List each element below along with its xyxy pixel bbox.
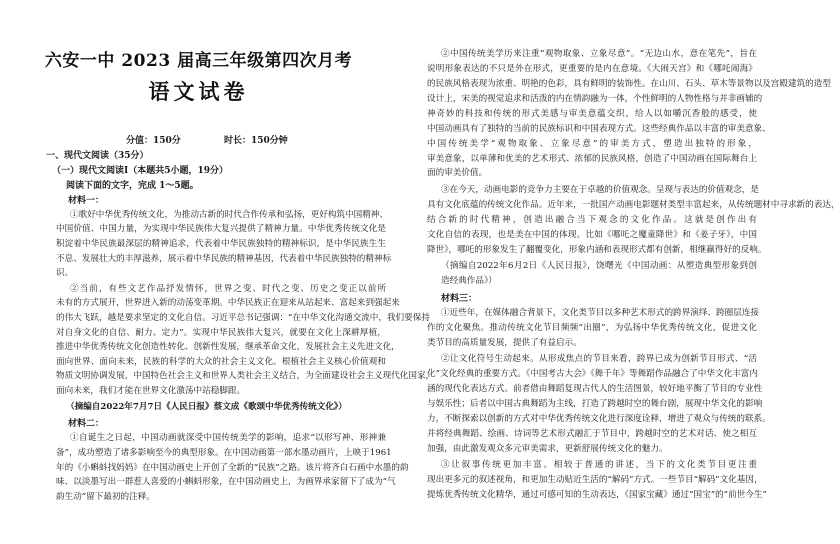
para-line: 作的文化聚焦。推动传统文化节目频频“出圈”，为弘扬中华优秀传统文化，促进文化 <box>427 323 757 333</box>
para-line: 备”，成功塑造了诸多影响至今的典型形象。在中国动画第一部水墨动画片，上映于1961 <box>56 448 392 458</box>
para-line: 具有文化底蕴的传统文化作品。近年来，一批国产动画电影题材类型丰富起来，从传统题材中寻求新的表达， <box>427 200 840 210</box>
score-label: 分值：150分 <box>126 136 181 146</box>
para-line: ②中国传统美学历来注重“观物取象、立象尽意”。“无边山水，意在笔先”，旨在 <box>441 49 757 59</box>
para-line: 面向世界、面向未来，民族的科学的大众的社会主义文化。根植社会主义核心价值观和 <box>56 357 386 367</box>
para-line: 化”文化经典的重要方式。《中国考古大会》《舞千年》等舞蹈作品融合了中华文化丰富内 <box>427 369 758 379</box>
para-line: 设计上，宋美的视觉追求和活泼的内在情韵融为一体，个性鲜明的人物性格与并非画辅的 <box>427 94 763 104</box>
para-line: ③让叙事传统更加丰富。相较于普通的讲述，当下的文化类节目更注重 <box>441 460 757 470</box>
para-line: 审美意象，以单薄和优美的艺术形式、浓郁的民族风格，创造了中国动画在国际舞台上 <box>427 154 757 164</box>
time-label: 时长：150分钟 <box>224 136 288 146</box>
para-line: 识。 <box>56 268 74 278</box>
citation-2-cont: 造经典作品》） <box>441 276 497 286</box>
para-line: 说明形象表达的不只是外在形式，更重要的是内在意境。《大闹天宫》和《哪吒闹海》 <box>427 64 757 74</box>
para-line: 涵的现代化表达方式。前者借由舞蹈复现古代人的生活图景，较好地平衡了节目的专业性 <box>427 384 763 394</box>
para-line: ③在今天，动画电影的竞争力主要在于卓越的价值观念。呈现与表达的价值观念，是 <box>441 185 759 195</box>
para-line: 加强，由此激发观众多元审美需求，更新舒展传统文化的魅力。 <box>427 444 668 454</box>
exam-subtitle: 语文试卷 <box>148 79 249 104</box>
para-line: 面的审美价值。 <box>427 168 488 178</box>
material-3-label: 材料三： <box>441 294 478 304</box>
exam-title: 六安一中 2023 届高三年级第四次月考 <box>44 51 353 71</box>
para-line: ①歌好中华优秀传统文化，为推动古新的时代合作传承和弘扬，更好构筑中国精神、 <box>70 210 388 220</box>
para-line: ②让文化符号生动起来。从形成焦点的节目来看，跨界已成为创新节目形式、“活 <box>441 354 757 364</box>
material-1-label: 材料一： <box>68 196 105 206</box>
para-line: 韵生动”留下最初的注释。 <box>56 492 155 502</box>
section-heading: 一、现代文阅读（35分） <box>46 151 149 161</box>
para-line: 未有的方式展开，世界进入新的动荡变革期。中华民族正在迎来从站起来、富起来到强起来 <box>56 298 400 308</box>
instruction-text: 阅读下面的文字，完成 1～5题。 <box>66 181 199 191</box>
para-line: 积淀着中华民族最深层的精神追求，代表着中华民族独特的精神标识，是中华民族生生 <box>56 239 386 249</box>
para-line: 中国价值、中国力量，为实现中华民族伟大复兴提供了精神力量。中华优秀传统文化是 <box>56 224 386 234</box>
para-line: 文化自信的表现，也是美在中国的体现。比如《哪吒之魔童降世》和《姜子牙》，中国 <box>427 230 757 240</box>
para-line: 中国动画具有了独特的当前的民族标识和中国表现方式。这些经典作品以丰富的审美意象、 <box>427 124 771 134</box>
para-line: 的伟大飞跃，越是要求坚定的文化自信。习近平总书记强调：“在中华文化沟通交流中，我们要保持 <box>56 313 430 323</box>
para-line: 物质文明协调发展，中国特色社会主义和世界人类社会主义结合，为全面建设社会主义现代化国家， <box>56 371 435 381</box>
para-line: 力，不断探索以创新的方式对中华优秀传统文化进行深度诠释，增进了观众与传统的联系。 <box>427 414 771 424</box>
para-line: 味、以淡墨写出一群惹人喜爱的小蝌蚪形象，在中国动画史上，为画界承家留下了成为“气 <box>56 477 396 487</box>
para-line: 不息、发展壮大的丰厚滋养，展示着中华民族的精神基因，代表着中华民族独特的精神标 <box>56 254 392 264</box>
para-line: ②当前，有些文艺作品抒发情怀，世界之变、时代之变、历史之变正以前所 <box>70 284 386 294</box>
para-line: 中国传统美学“观物取象、立象尽意”的审美方式，塑造出独特的形象， <box>427 139 757 149</box>
para-line: 年的《小蝌蚪找妈妈》在中国动画史上开创了全新的“民族”之路。该片将齐白石画中水墨的韵 <box>56 463 409 473</box>
para-line: 推进中华优秀传统文化创造性转化、创新性发展，继承革命文化，发展社会主义先进文化， <box>56 342 400 352</box>
para-line: 降世》，哪吒的形象发生了翻覆变化，形象内涵和表现形式都有创新，相继赢得好的反响。 <box>427 245 767 255</box>
para-line: 面向未来，我们才能在世界文化激荡中站稳脚跟。 <box>56 386 246 396</box>
para-line: 的民族风格表现为浓重、明艳的色彩，具有鲜明的装饰性。在山川、石头、草木等景物以及宫殿建筑的造型 <box>427 79 831 89</box>
citation-1: （摘编自2022年7月7日《人民日报》蔡文成《歌颂中华优秀传统文化》） <box>66 402 347 412</box>
para-line: 对自身文化的自信、耐力、定力”。实现中华民族伟大复兴，就要在文化上深耕厚植， <box>56 328 386 338</box>
material-2-label: 材料二： <box>68 419 105 429</box>
para-line: ①自诞生之日起，中国动画就深受中国传统美学的影响，追求“以形写神、形神兼 <box>70 433 386 443</box>
para-line: 与娱乐性；后者以中国古典舞蹈为主线，打造了跨越时空的舞台剧，展现中华文化的影响 <box>427 399 763 409</box>
para-line: 并将经典舞蹈、绘画、诗词等艺术形式融汇于节目中，跨越时空的艺术对话、使之相互 <box>427 429 757 439</box>
para-line: ①近些年，在媒体融合背景下，文化类节目以多种艺术形式的跨界演绎、跨圈层连接 <box>441 308 759 318</box>
para-line: 结合新的时代精神，创造出融合当下观念的文化作品。这就是创作出有 <box>427 215 757 225</box>
para-line: 神奇妙的科技和传统的形式美感与审美意蕴交织，给人以如嚼沉香般的感受，使 <box>427 109 757 119</box>
para-line: 类节目的高质量发展，提供了有益启示。 <box>427 338 582 348</box>
para-line: 现出更多元的叙述视角，和更加生动贴近生活的“解码”方式。一些节目“解码”文化基因， <box>427 475 763 485</box>
citation-2: （摘编自2022年6月2日《人民日报》，饶曙光《中国动画：从塑造典型形象到创 <box>441 261 757 271</box>
part-heading: （一）现代文阅读Ⅰ（本题共5小题，19分） <box>52 166 228 176</box>
para-line: 提炼优秀传统文化精华，通过可感可知的生动表达，《国家宝藏》通过“国宝”的“前世今生” <box>427 490 767 500</box>
